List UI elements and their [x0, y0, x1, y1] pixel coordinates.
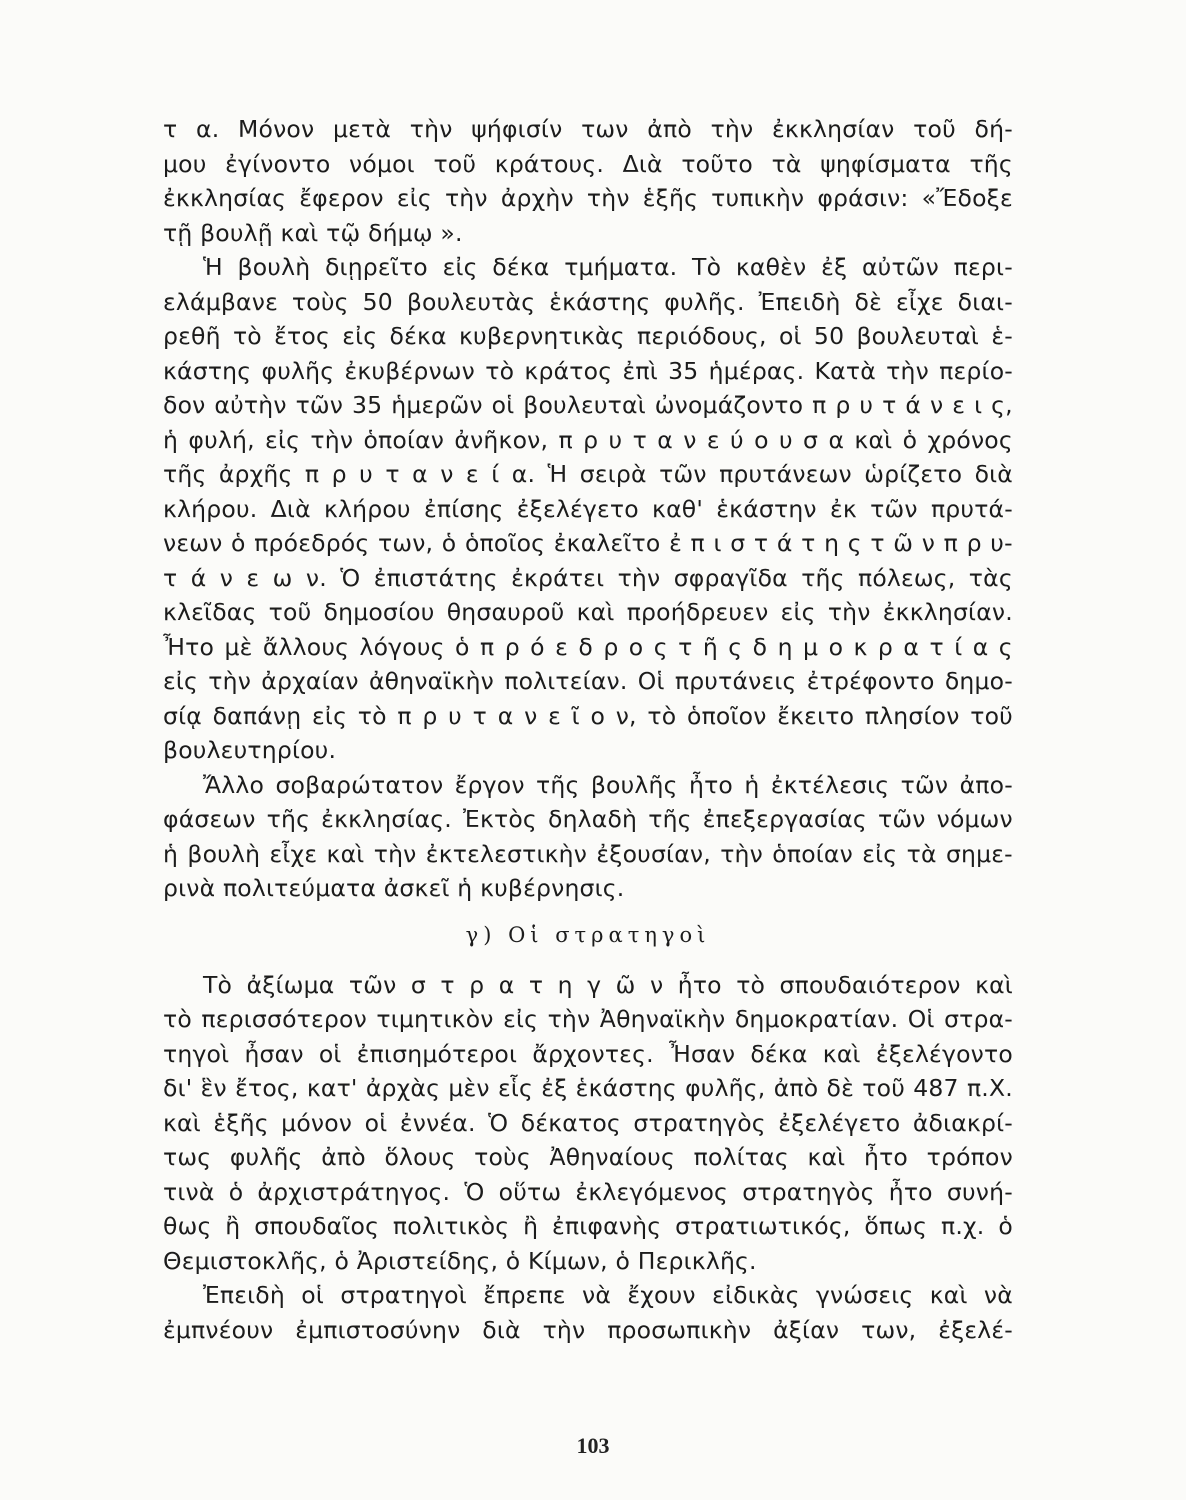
text-line: φάσεων τῆς ἐκκλησίας. Ἐκτὸς δηλαδὴ τῆς ἐπεξεργασίας τῶν νόμων — [163, 805, 1013, 833]
text-line: τὸ περισσότερον τιμητικὸν εἰς τὴν Ἀθηναϊκὴν δημοκρατίαν. Οἱ στρα- — [163, 1005, 1013, 1033]
text-line: ἐκκλησίας ἔφερον εἰς τὴν ἀρχὴν τὴν ἑξῆς τυπικὴν φράσιν: «Ἔδοξε — [163, 184, 1013, 212]
text-line: Ἄλλο σοβαρώτατον ἔργον τῆς βουλῆς ἦτο ἡ ἐκτέλεσις τῶν ἀπο- — [203, 770, 1013, 799]
text-line: ρινὰ πολιτεύματα ἀσκεῖ ἡ κυβέρνησις. — [163, 874, 625, 902]
text-line: Ἡ βουλὴ διῃρεῖτο εἰς δέκα τμήματα. Τὸ καθὲν ἐξ αὐτῶν περι- — [203, 253, 1013, 281]
text-line: ἡ βουλὴ εἶχε καὶ τὴν ἐκτελεστικὴν ἐξουσίαν, τὴν ὁποίαν εἰς τὰ σημε- — [163, 839, 1013, 868]
text-line: ελάμβανε τοὺς 50 βουλευτὰς ἑκάστης φυλῆς. Ἐπειδὴ δὲ εἶχε διαι- — [163, 287, 1013, 316]
text-line: κλεῖδας τοῦ δημοσίου θησαυροῦ καὶ προήδρευεν εἰς τὴν ἐκκλησίαν. — [163, 598, 1013, 626]
page-number: 103 — [576, 1433, 610, 1458]
text-line: ἡ φυλή, εἰς τὴν ὁποίαν ἀνῆκον, π ρ υ τ α ν ε ύ ο υ σ α καὶ ὁ χρόνος — [163, 425, 1013, 454]
text-line: τῇ βουλῇ καὶ τῷ δήμῳ ». — [163, 218, 463, 247]
text-line: θως ἢ σπουδαῖος πολιτικὸς ἢ ἐπιφανὴς στρατιωτικός, ὅπως π.χ. ὁ — [163, 1212, 1013, 1240]
text-line: ἐμπνέουν ἐμπιστοσύνην διὰ τὴν προσωπικὴν ἀξίαν των, ἐξελέ- — [163, 1315, 1013, 1344]
text-line: τινὰ ὁ ἀρχιστράτηγος. Ὁ οὕτω ἐκλεγόμενος στρατηγὸς ἦτο συνή- — [163, 1177, 1013, 1206]
text-line: σίᾳ δαπάνῃ εἰς τὸ π ρ υ τ α ν ε ῖ ο ν, τὸ ὁποῖον ἔκειτο πλησίον τοῦ — [163, 701, 1013, 730]
text-line: ρεθῆ τὸ ἔτος εἰς δέκα κυβερνητικὰς περιόδους, οἱ 50 βουλευταὶ ἑ- — [163, 322, 1013, 350]
text-line: κλήρου. Διὰ κλήρου ἐπίσης ἐξελέγετο καθ' ἑκάστην ἐκ τῶν πρυτά- — [163, 494, 1013, 523]
text-line: νεων ὁ πρόεδρός των, ὁ ὁποῖος ἐκαλεῖτο ἐ π ι σ τ ά τ η ς τ ῶ ν π ρ υ- — [163, 529, 1013, 557]
text-line: Θεμιστοκλῆς, ὁ Ἀριστείδης, ὁ Κίμων, ὁ Περικλῆς. — [163, 1246, 757, 1275]
section-heading: γ) Οἱ στρατηγοὶ — [465, 922, 711, 947]
text-line: τ ά ν ε ω ν. Ὁ ἐπιστάτης ἐκράτει τὴν σφραγῖδα τῆς πόλεως, τὰς — [163, 563, 1013, 592]
text-line: τηγοὶ ἦσαν οἱ ἐπισημότεροι ἄρχοντες. Ἦσαν δέκα καὶ ἐξελέγοντο — [163, 1039, 1013, 1068]
body-text — [163, 112, 1013, 1347]
text-line: κάστης φυλῆς ἐκυβέρνων τὸ κράτος ἐπὶ 35 ἡμέρας. Κατὰ τὴν περίο- — [163, 356, 1013, 385]
text-line: καὶ ἑξῆς μόνον οἱ ἐννέα. Ὁ δέκατος στρατηγὸς ἐξελέγετο ἀδιακρί- — [163, 1108, 1013, 1137]
text-line: τῆς ἀρχῆς π ρ υ τ α ν ε ί α. Ἡ σειρὰ τῶν πρυτάνεων ὡρίζετο διὰ — [163, 460, 1013, 488]
text-line: δι' ἓν ἔτος, κατ' ἀρχὰς μὲν εἷς ἐξ ἑκάστης φυλῆς, ἀπὸ δὲ τοῦ 487 π.Χ. — [163, 1074, 1013, 1102]
text-line: τως φυλῆς ἀπὸ ὅλους τοὺς Ἀθηναίους πολίτας καὶ ἦτο τρόπον — [163, 1143, 1013, 1171]
text-line: Τὸ ἀξίωμα τῶν σ τ ρ α τ η γ ῶ ν ἦτο τὸ σπουδαιότερον καὶ — [203, 970, 1013, 999]
text-line: τ α. Μόνον μετὰ τὴν ψήφισίν των ἀπὸ τὴν ἐκκλησίαν τοῦ δή- — [163, 115, 1013, 143]
text-line: μου ἐγίνοντο νόμοι τοῦ κράτους. Διὰ τοῦτο τὰ ψηφίσματα τῆς — [163, 149, 1013, 178]
text-line: δον αὐτὴν τῶν 35 ἡμερῶν οἱ βουλευταὶ ὠνομάζοντο π ρ υ τ ά ν ε ι ς, — [163, 391, 1013, 419]
text-line: βουλευτηρίου. — [163, 736, 337, 764]
text-line: Ἦτο μὲ ἄλλους λόγους ὁ π ρ ό ε δ ρ ο ς τ ῆ ς δ η μ ο κ ρ α τ ί α ς — [163, 632, 1013, 661]
text-line: Ἐπειδὴ οἱ στρατηγοὶ ἔπρεπε νὰ ἔχουν εἰδικὰς γνώσεις καὶ νὰ — [203, 1281, 1013, 1309]
text-line: εἰς τὴν ἀρχαίαν ἀθηναϊκὴν πολιτείαν. Οἱ πρυτάνεις ἐτρέφοντο δημο- — [163, 667, 1013, 695]
